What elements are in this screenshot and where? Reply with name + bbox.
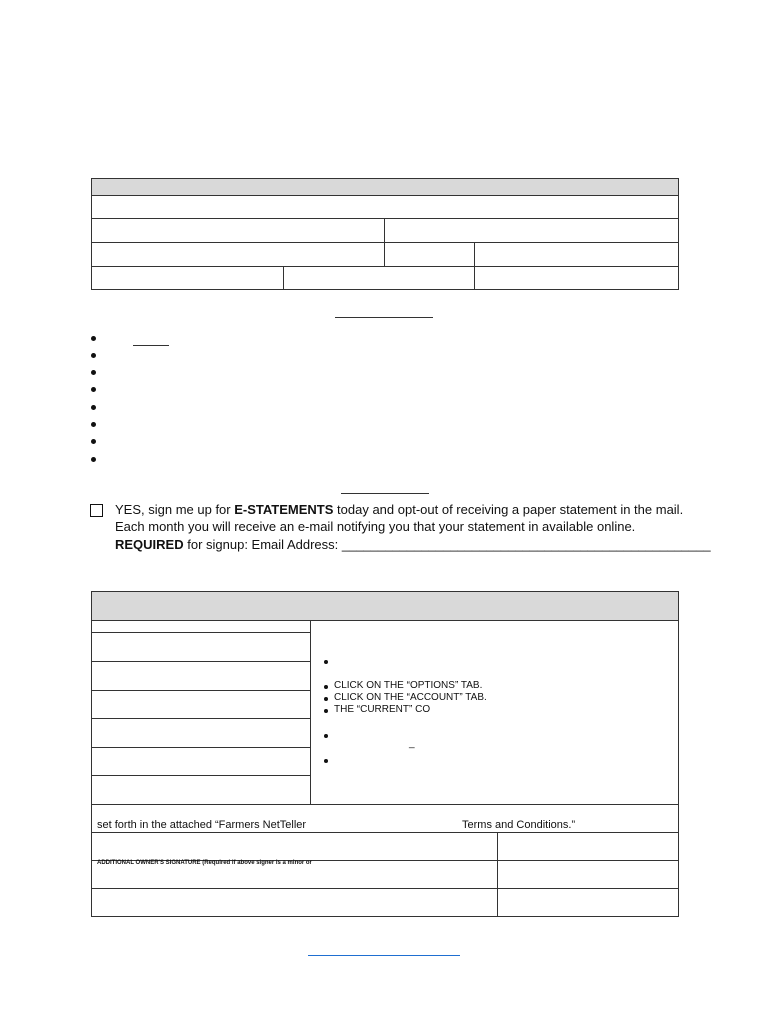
info-table-row-3-right[interactable] bbox=[474, 242, 679, 267]
info-table-row-4-left[interactable] bbox=[91, 266, 284, 290]
bullet-dot bbox=[91, 457, 96, 462]
instruction-account-tab: CLICK ON THE “ACCOUNT” TAB. bbox=[334, 692, 487, 703]
estatement-heading-underline bbox=[341, 493, 429, 494]
instruction-bullet bbox=[324, 660, 328, 664]
left-field-line bbox=[91, 718, 310, 719]
instruction-bullet bbox=[324, 759, 328, 763]
bullet-dot bbox=[91, 387, 96, 392]
bullet-dot bbox=[91, 422, 96, 427]
bullet-dot bbox=[91, 370, 96, 375]
lower-form-header bbox=[91, 591, 679, 621]
section-heading-underline bbox=[335, 317, 433, 318]
left-field-line bbox=[91, 690, 310, 691]
instruction-bullet bbox=[324, 685, 328, 689]
left-field-line bbox=[91, 632, 310, 633]
info-table-row-4-mid[interactable] bbox=[283, 266, 475, 290]
info-table-row-4-right[interactable] bbox=[474, 266, 679, 290]
terms-text-left: set forth in the attached “Farmers NetTeller bbox=[97, 819, 307, 831]
estatement-line-3 bbox=[115, 536, 711, 554]
signature-row-1-left[interactable] bbox=[91, 832, 498, 861]
info-table-row-2-right[interactable] bbox=[384, 218, 679, 243]
terms-text-right: Terms and Conditions.” bbox=[462, 819, 576, 831]
instruction-options-tab: CLICK ON THE “OPTIONS” TAB. bbox=[334, 680, 483, 691]
info-table-header bbox=[91, 178, 679, 196]
estatement-line-2: Each month you will receive an e-mail notifying you that your statement in available online. bbox=[115, 519, 636, 534]
left-field-line bbox=[91, 747, 310, 748]
estatement-line-1-bold: E-STATEMENTS bbox=[234, 502, 334, 517]
info-table-row-3-mid[interactable] bbox=[384, 242, 475, 267]
info-table-row-1[interactable] bbox=[91, 195, 679, 219]
estatement-line-1-suffix: today and opt-out of receiving a paper statement in the mail. bbox=[333, 502, 684, 517]
signature-row-1-right[interactable] bbox=[497, 832, 679, 861]
instruction-bullet bbox=[324, 709, 328, 713]
bullet-dot bbox=[91, 405, 96, 410]
estatement-line-1 bbox=[115, 501, 683, 519]
instruction-dash: _ bbox=[409, 738, 415, 749]
estatement-line-1-prefix: YES, sign me up for bbox=[115, 502, 235, 517]
estatement-required-label: REQUIRED bbox=[115, 537, 184, 552]
left-field-line bbox=[91, 661, 310, 662]
bullet-dot bbox=[91, 336, 96, 341]
left-field-line bbox=[91, 775, 310, 776]
email-address-field[interactable]: for signup: Email Address: ___________________________________________________ bbox=[183, 537, 711, 552]
signature-row-3-right[interactable] bbox=[497, 888, 679, 917]
signature-row-3-left[interactable] bbox=[91, 888, 498, 917]
footer-link[interactable] bbox=[308, 955, 460, 956]
instruction-current: THE “CURRENT” CO bbox=[334, 704, 431, 715]
bullet-dot bbox=[91, 439, 96, 444]
instruction-bullet bbox=[324, 734, 328, 738]
bullet-dot bbox=[91, 353, 96, 358]
info-table-row-2-left[interactable] bbox=[91, 218, 385, 243]
signature-row-2-right[interactable] bbox=[497, 860, 679, 889]
estatement-checkbox[interactable] bbox=[90, 504, 103, 517]
instruction-bullet bbox=[324, 697, 328, 701]
bullet-underline bbox=[133, 345, 169, 346]
additional-owner-signature-label: ADDITIONAL OWNER'S SIGNATURE (Required if above signer is a minor or bbox=[97, 860, 312, 866]
lower-form-divider bbox=[310, 620, 311, 805]
info-table-row-3-left[interactable] bbox=[91, 242, 385, 267]
